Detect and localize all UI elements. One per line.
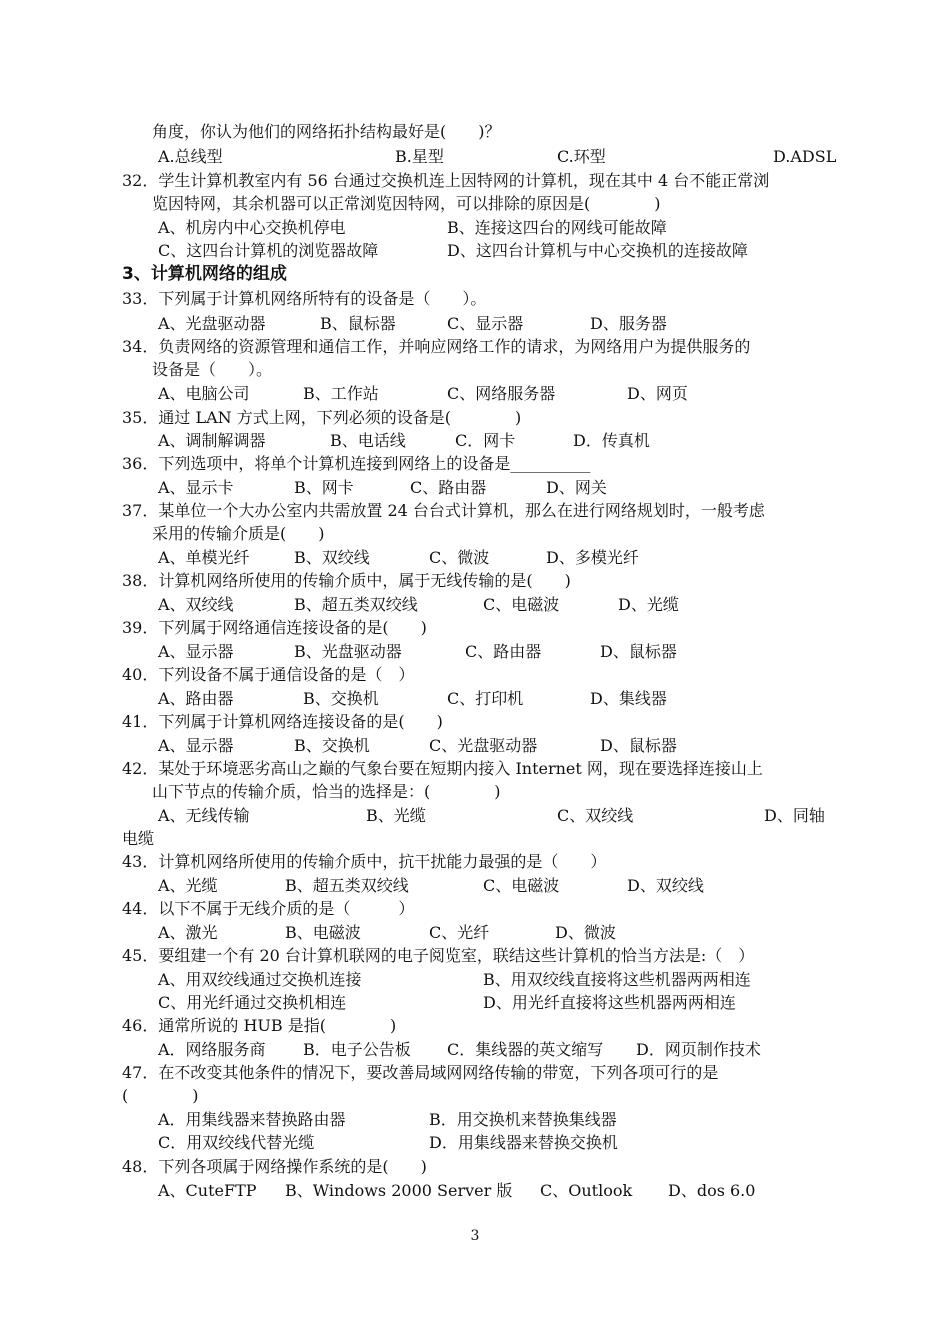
answer-option: B、交换机 [303,689,379,708]
question-41: 41．下列属于计算机网络连接设备的是( ) [122,712,443,731]
answer-option: A．网络服务商 [158,1040,266,1059]
answer-option: D、网页 [627,384,688,403]
question-47-line-2: ( ) [122,1086,199,1105]
question-38: 38．计算机网络所使用的传输介质中，属于无线传输的是( ) [122,571,571,590]
answer-option: C、路由器 [410,478,487,497]
answer-option: A、电脑公司 [158,384,250,403]
answer-option: D、这四台计算机与中心交换机的连接故障 [447,241,748,260]
answer-option: C、路由器 [465,642,542,661]
answer-option: A、路由器 [158,689,234,708]
answer-option: A、CuteFTP [158,1181,257,1200]
question-stem-line: 角度，你认为他们的网络拓扑结构最好是( )？ [152,122,501,141]
answer-option: B．电子公告板 [303,1040,411,1059]
answer-option: D、dos 6.0 [668,1181,756,1200]
answer-option: B.星型 [395,147,444,166]
question-40: 40．下列设备不属于通信设备的是（ ） [122,665,415,684]
answer-option: D、集线器 [590,689,667,708]
page-number: 3 [470,1228,480,1244]
answer-option: C．网卡 [455,431,516,450]
answer-option: D、鼠标器 [600,642,677,661]
section-heading: 3、计算机网络的组成 [122,264,287,284]
answer-option: A、光盘驱动器 [158,314,266,333]
answer-option: A．用集线器来替换路由器 [158,1110,346,1129]
answer-option: B、工作站 [303,384,379,403]
answer-option: A、激光 [158,923,218,942]
answer-option: D．网页制作技术 [636,1040,761,1059]
question-35: 35．通过 LAN 方式上网，下列必须的设备是( ) [122,408,522,427]
answer-option: C、网络服务器 [447,384,556,403]
answer-option: B、电话线 [330,431,406,450]
answer-option: B、连接这四台的网线可能故障 [447,218,667,237]
answer-option: C、微波 [429,548,490,567]
answer-option: B、网卡 [294,478,354,497]
question-36: 36．下列选项中，将单个计算机连接到网络上的设备是__________ [122,454,591,473]
question-42-line-2: 山下节点的传输介质，恰当的选择是：( ) [152,782,501,801]
answer-option: C、这四台计算机的浏览器故障 [158,241,379,260]
answer-option: B、超五类双绞线 [294,595,418,614]
answer-option: D．用集线器来替换交换机 [429,1133,618,1152]
question-34-line-2: 设备是（ ）。 [152,360,273,379]
question-42-line-1: 42．某处于环境恶劣高山之巅的气象台要在短期内接入 Internet 网，现在要选择连接山上 [122,759,763,778]
answer-option: D、用光纤直接将这些机器两两相连 [483,993,736,1012]
answer-option: D、光缆 [618,595,679,614]
question-44: 44．以下不属于无线介质的是（ ） [122,899,415,918]
answer-option: A、机房内中心交换机停电 [158,218,346,237]
answer-option: A、显示器 [158,642,234,661]
answer-option: C、显示器 [447,314,524,333]
answer-option: D、网关 [546,478,607,497]
answer-option: D、鼠标器 [600,736,677,755]
answer-option: D、双绞线 [627,876,704,895]
answer-option: B、光盘驱动器 [294,642,402,661]
answer-option: A、单模光纤 [158,548,250,567]
answer-option: A、显示卡 [158,478,234,497]
question-46: 46．通常所说的 HUB 是指( ) [122,1016,397,1035]
answer-option: A、无线传输 [158,806,250,825]
question-33: 33．下列属于计算机网络所特有的设备是（ ）。 [122,289,487,308]
question-43: 43．计算机网络所使用的传输介质中，抗干扰能力最强的是（ ） [122,852,607,871]
answer-option: D．传真机 [573,431,650,450]
question-37-line-2: 采用的传输介质是( ) [152,524,325,543]
question-48: 48．下列各项属于网络操作系统的是( ) [122,1157,427,1176]
answer-option: A、显示器 [158,736,234,755]
answer-option: A.总线型 [158,147,223,166]
question-37-line-1: 37．某单位一个大办公室内共需放置 24 台台式计算机，那么在进行网络规划时，一般考虑 [122,501,765,520]
answer-option: B、鼠标器 [320,314,396,333]
answer-option: C、用光纤通过交换机相连 [158,993,347,1012]
answer-option: C、电磁波 [483,595,560,614]
answer-option: D、同轴 [764,806,825,825]
question-32-line-1: 32．学生计算机教室内有 56 台通过交换机连上因特网的计算机，现在其中 4 台不能正常浏 [122,171,770,190]
answer-option: B、光缆 [366,806,426,825]
answer-option: D.ADSL [773,147,837,166]
answer-option: A、双绞线 [158,595,234,614]
answer-option: B．用交换机来替换集线器 [429,1110,617,1129]
answer-option: B、用双绞线直接将这些机器两两相连 [483,970,751,989]
answer-option: C、双绞线 [557,806,634,825]
answer-option: C.环型 [557,147,606,166]
answer-option: C、光盘驱动器 [429,736,538,755]
answer-option: C．用双绞线代替光缆 [158,1133,315,1152]
question-47-line-1: 47．在不改变其他条件的情况下，要改善局域网网络传输的带宽，下列各项可行的是 [122,1063,719,1082]
answer-option: C、光纤 [429,923,490,942]
answer-option: B、Windows 2000 Server 版 [285,1181,513,1200]
answer-option: A、光缆 [158,876,218,895]
answer-option: D、多模光纤 [546,548,639,567]
answer-option: C．集线器的英文缩写 [447,1040,604,1059]
answer-option: D、微波 [555,923,616,942]
question-42-option-wrap: 电缆 [122,829,155,848]
answer-option: B、交换机 [294,736,370,755]
answer-option: A、调制解调器 [158,431,266,450]
answer-option: B、超五类双绞线 [285,876,409,895]
answer-option: B、双绞线 [294,548,370,567]
question-32-line-2: 览因特网，其余机器可以正常浏览因特网，可以排除的原因是( ) [152,194,661,213]
answer-option: C、Outlook [540,1181,633,1200]
answer-option: B、电磁波 [285,923,361,942]
question-45: 45．要组建一个有 20 台计算机联网的电子阅览室，联结这些计算机的恰当方法是:（ ） [122,946,755,965]
question-34-line-1: 34．负责网络的资源管理和通信工作，并响应网络工作的请求，为网络用户为提供服务的 [122,337,751,356]
answer-option: D、服务器 [590,314,667,333]
answer-option: C、电磁波 [483,876,560,895]
answer-option: C、打印机 [447,689,524,708]
answer-option: A、用双绞线通过交换机连接 [158,970,362,989]
question-39: 39．下列属于网络通信连接设备的是( ) [122,618,427,637]
